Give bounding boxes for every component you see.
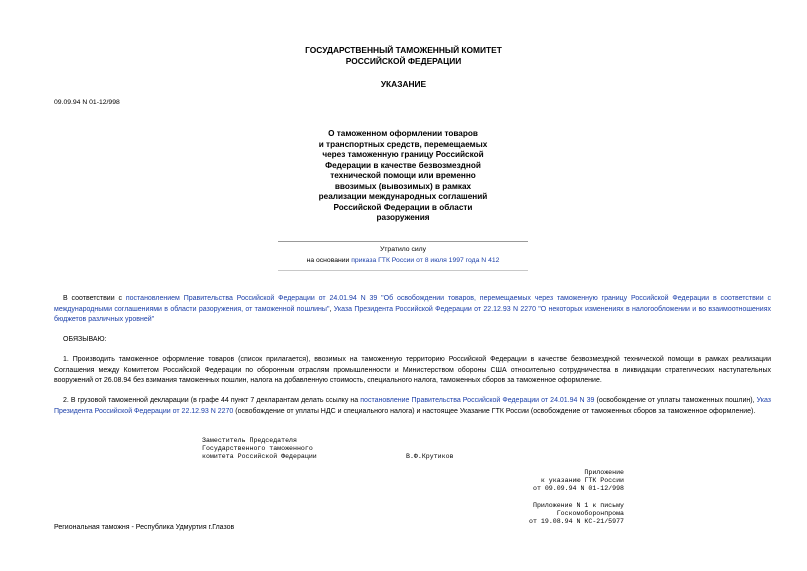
government-decree-39-link[interactable]: постановление Правительства Российской Федерации от 24.01.94 N 39	[360, 397, 595, 404]
item-2-paragraph	[54, 396, 771, 417]
title-line: Федерации в качестве безвозмездной	[325, 160, 481, 170]
authority-line-1: ГОСУДАРСТВЕННЫЙ ТАМОЖЕННЫЙ КОМИТЕТ	[305, 45, 502, 55]
presidential-decree-2270-link[interactable]: Указ Президента Российской Федерации от 22.12.93 N 2270	[54, 397, 771, 415]
signatory-position-line: Заместитель Председателя	[202, 437, 297, 444]
document-type: УКАЗАНИЕ	[380, 79, 427, 89]
government-decree-link[interactable]: постановлением Правительства Российской Федерации от 24.01.94 N 39 "Об освобождении товаров, перемещаемых через таможенную границу Российской Федерации в соответствии с международными соглашениями в области разоружения, от таможенной пошлины"	[54, 295, 771, 313]
status-divider-bottom	[278, 270, 528, 271]
presidential-decree-link[interactable]: Указа Президента Российской Федерации от 22.12.93 N 2270 "О некоторых изменениях в налогообложении и во взаимоотношениях бюджетов различных уровней"	[54, 305, 771, 324]
status-basis	[228, 256, 578, 267]
document-date-number: 09.09.94 N 01-12/998	[54, 99, 120, 106]
item-1-paragraph: 1. Производить таможенное оформление товаров (список прилагается), ввозимых на таможенную территорию Российской Федерации в качестве безвозмездной технической помощи в рамках реализации Соглашения между Комитетом Российской Федерации по оборонным отраслям промышленности и Министерством обороны США относительно сотрудничества в ликвидации стратегических наступательных вооружений от 26.08.94 без взимания таможенных пошлин, налога на добавленную стоимость, специального налога, таможенных сборов за таможенное оформление.	[54, 356, 771, 385]
document-title	[258, 129, 548, 224]
appendix-reference	[480, 469, 624, 526]
authority-line-2: РОССИЙСКОЙ ФЕДЕРАЦИИ	[345, 56, 462, 66]
status-block	[228, 245, 578, 266]
title-line: О таможенном оформлении товаров	[328, 129, 478, 138]
issuing-authority	[0, 45, 807, 67]
status-basis-prefix: на основании	[306, 256, 352, 264]
title-line: и транспортных средств, перемещаемых	[318, 139, 488, 149]
appendix-line: от 19.08.94 N КС-21/5977	[529, 518, 624, 526]
status-repealed: Утратило силу	[379, 246, 427, 253]
preamble-separator: ,	[329, 305, 334, 313]
appendix-line: к указанию ГТК России	[540, 477, 624, 485]
preamble-paragraph	[54, 294, 771, 326]
item-2-text: (освобождение от уплаты НДС и специального налога) и настоящее Указание ГТК России (освобождение от таможенных сборов за таможенное оформление).	[233, 407, 756, 415]
appendix-line: Приложение	[584, 469, 624, 476]
title-line: разоружения	[376, 213, 430, 222]
appendix-line: Госкомоборонпрома	[556, 509, 624, 517]
title-line: ввозимых (вывозимых) в рамках	[334, 181, 472, 191]
regional-customs-footer: Региональная таможня - Республика Удмуртия г.Глазов	[54, 524, 235, 531]
signatory-position-line: Государственного таможенного	[202, 445, 313, 453]
title-line: технической помощи или временно	[330, 171, 476, 180]
item-2-text: (освобождение от уплаты таможенных пошлин),	[594, 397, 757, 404]
obligates-heading: ОБЯЗЫВАЮ:	[63, 336, 107, 343]
signatory-position-line: комитета Российской Федерации	[202, 453, 317, 461]
status-divider-top	[278, 241, 528, 242]
preamble-text: В соответствии с	[63, 295, 126, 302]
repeal-order-link[interactable]: приказа ГТК России от 8 июля 1997 года N 412	[351, 256, 500, 264]
appendix-line: Приложение N 1 к письму	[532, 501, 624, 509]
title-line: Российской Федерации в области	[333, 202, 473, 212]
title-line: реализации международных соглашений	[318, 192, 488, 201]
signatory-position	[202, 437, 317, 462]
title-line: через таможенную границу Российской	[322, 150, 484, 159]
appendix-line: от 09.09.94 N 01-12/998	[532, 485, 624, 493]
signatory-name: В.Ф.Крутиков	[406, 453, 454, 460]
item-2-text: 2. В грузовой таможенной декларации (в графе 44 пункт 7 декларантам делать ссылку на	[63, 397, 361, 404]
